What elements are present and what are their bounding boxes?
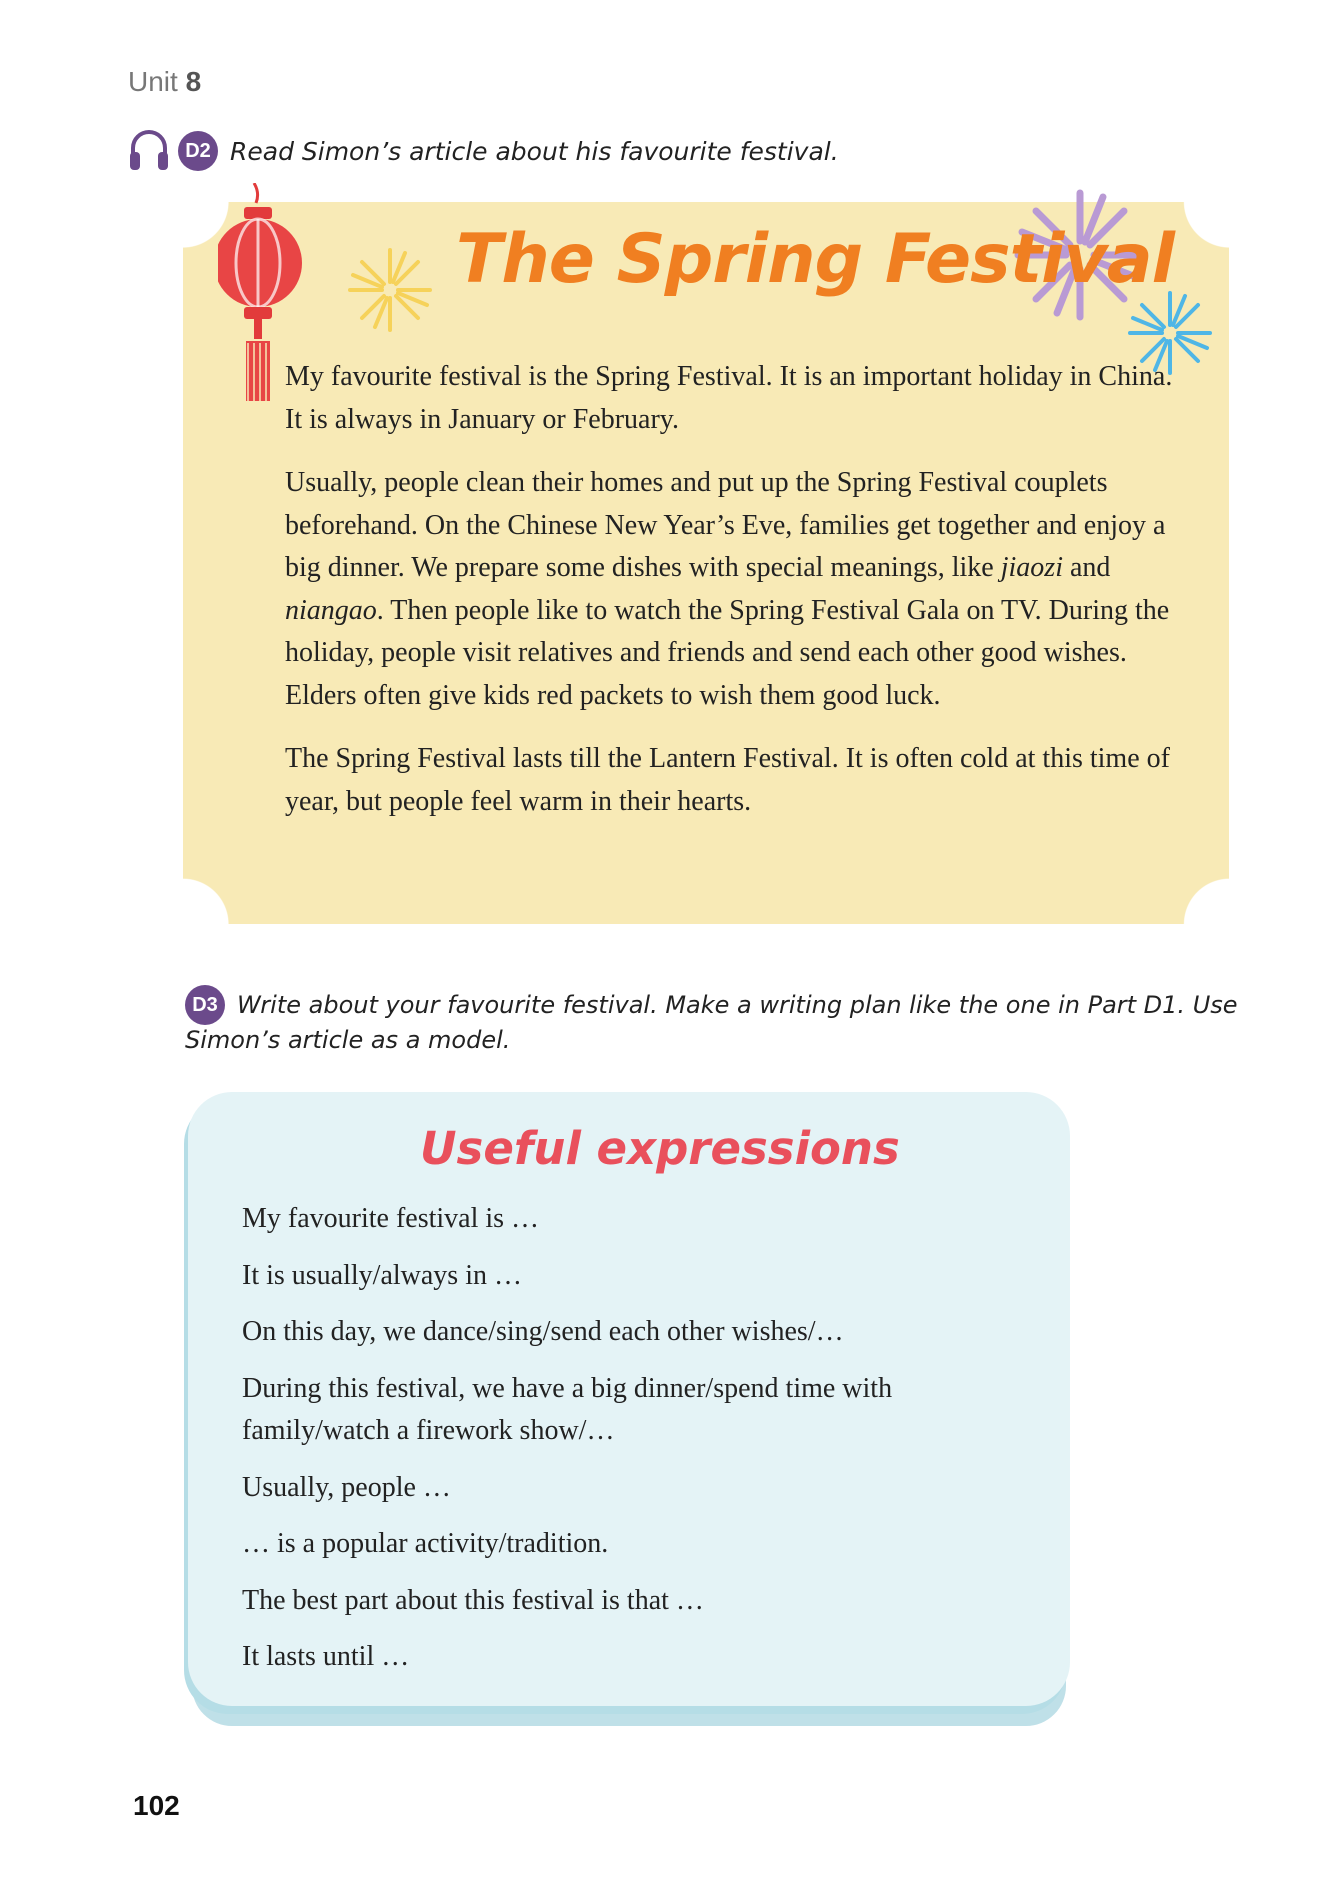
unit-heading <box>128 66 201 98</box>
expression-item: My favourite festival is … <box>242 1203 540 1234</box>
unit-number: 8 <box>185 66 202 97</box>
expression-item: It lasts until … <box>242 1641 410 1672</box>
article-text: . Then people like to watch the Spring Festival Gala on TV. During the holiday, people visit relatives and friends and send each other good wishes. Elders often give kids red packets to wish them good luck. <box>285 594 1170 711</box>
headphones-icon[interactable] <box>128 128 170 174</box>
d3-instruction-row <box>185 985 1238 1025</box>
article-paragraph-1: My favourite festival is the Spring Festival. It is an important holiday in China. It is always in January or February. <box>285 361 1173 435</box>
article-text: Usually, people clean their homes and put up the Spring Festival couplets beforehand. On the Chinese New Year’s Eve, families get together and enjoy a big dinner. We prepare some dishes with special meanings, like <box>285 467 1166 583</box>
article-paragraph-2 <box>285 462 1185 717</box>
expression-item: … is a popular activity/tradition. <box>242 1528 609 1559</box>
d2-badge: D2 <box>178 131 218 171</box>
d2-instruction-row <box>128 128 839 174</box>
page-number: 102 <box>133 1790 180 1821</box>
useful-expressions-title: Useful expressions <box>420 1122 900 1175</box>
article-title: The Spring Festival <box>456 220 1174 299</box>
article-italic-term: jiaozi <box>1000 552 1063 583</box>
article-italic-term: niangao <box>285 594 377 626</box>
d3-instruction-row-2 <box>185 1026 510 1054</box>
expression-item: During this festival, we have a big dinner/spend time with family/watch a firework show/… <box>242 1372 893 1446</box>
firework-icon <box>345 245 435 335</box>
article-body <box>285 356 1185 844</box>
article-text: and <box>1062 552 1111 583</box>
expression-item: Usually, people … <box>242 1471 451 1503</box>
d3-instruction-line2: Simon’s article as a model. <box>185 1026 511 1054</box>
expression-item: It is usually/always in … <box>242 1259 522 1291</box>
d3-badge: D3 <box>185 985 225 1025</box>
d3-instruction-line1: Write about your favourite festival. Make a writing plan like the one in Part D1. Use <box>237 991 1238 1019</box>
expression-item: On this day, we dance/sing/send each other wishes/… <box>242 1316 844 1347</box>
useful-expressions-list <box>242 1198 1042 1693</box>
unit-label: Unit <box>128 66 178 97</box>
d2-instruction: Read Simon’s article about his favourite festival. <box>230 136 839 166</box>
article-paragraph-3: The Spring Festival lasts till the Lantern Festival. It is often cold at this time of year, but people feel warm in their hearts. <box>285 743 1170 817</box>
expression-item: The best part about this festival is that … <box>242 1584 704 1616</box>
